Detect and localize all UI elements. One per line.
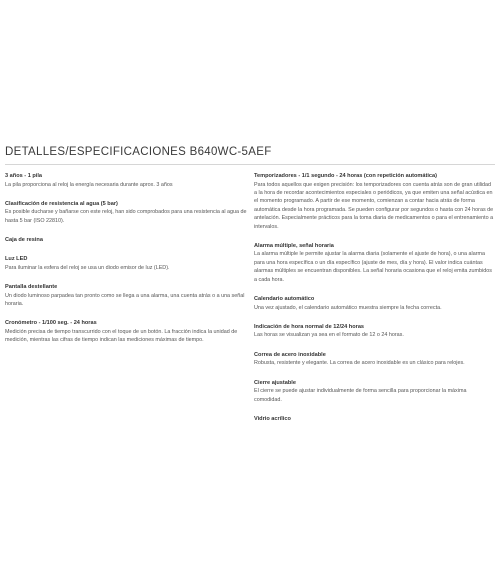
spec-description: Un diodo luminoso parpadea tan pronto como se llega a una alarma, una cuenta atrás o a una señal horaria. (5, 292, 245, 308)
spec-title: Indicación de hora normal de 12/24 horas (254, 323, 365, 330)
spec-item-steel-strap (254, 351, 495, 368)
spec-title: Caja de resina (5, 237, 43, 244)
spec-description: Para iluminar la esfera del reloj se usa un diodo emisor de luz (LED). (5, 264, 170, 271)
spec-item-led-light (5, 255, 248, 272)
spec-title: Cierre ajustable (254, 379, 296, 386)
spec-title: 3 años - 1 pila (5, 173, 42, 179)
spec-item-multi-alarm (254, 242, 495, 284)
spec-title: Cronómetro - 1/100 seg. - 24 horas (5, 320, 97, 327)
spec-title: Calendario automático (254, 296, 315, 303)
spec-item-timers (254, 172, 495, 231)
spec-item-flash-display (5, 283, 248, 308)
spec-description: El cierre se puede ajustar individualmente de forma sencilla para proporcionar la máxima comodidad. (254, 388, 467, 403)
spec-title: Correa de acero inoxidable (254, 351, 326, 358)
spec-title: Temporizadores - 1/1 segundo - 24 horas (con repetición automática) (254, 173, 437, 179)
spec-description: Una vez ajustado, el calendario automático muestra siempre la fecha correcta. (254, 304, 442, 311)
spec-description: Para todos aquellos que exigen precisión: los temporizadores con cuenta atrás son de gran utilidad a la hora de recordar acontecimientos especiales o periódicos, ya que emiten una señal acústica en el momento programado. A partir de ese momento, comienzan a contar hacia atrás de forma automática desde la hora programada. Se pueden configurar por segundos o hasta con 24 horas de antelación. Especialmente prácticos para la toma diaria de medicamentos o para el entrenamiento a intervalos. (254, 181, 494, 230)
spec-description: Las horas se visualizan ya sea en el formato de 12 o 24 horas. (254, 332, 404, 339)
spec-item-battery (5, 172, 248, 189)
spec-title: Alarma múltiple, señal horaria (254, 242, 334, 249)
spec-description: Medición precisa de tiempo transcurrido con el toque de un botón. La fracción indica la unidad de medición, mientras las cifras de tiempo indican las mediciones máximas de tiempo. (5, 328, 238, 344)
spec-title: Pantalla destellante (5, 284, 58, 291)
spec-item-stopwatch (5, 319, 248, 344)
spec-description: Es posible ducharse y bañarse con este reloj, han sido comprobados para una resistencia al agua de hasta 5 bar (ISO 22810). (5, 209, 247, 224)
spec-item-12-24-hour (254, 323, 495, 340)
spec-description: La alarma múltiple le permite ajustar la alarma diaria (solamente el ajuste de hora), o una alarma para una hora específica o un día específico (ajuste de mes, día y hora). El valor indica cuántas alarmas múltiples se encuentran disponibles. La señal horaria ocasiona que el reloj emita zumbidos a cada hora. (254, 251, 492, 283)
spec-columns (5, 172, 495, 434)
spec-item-adjustable-clasp (254, 379, 495, 404)
spec-item-auto-calendar (254, 295, 495, 312)
spec-description: La pila proporciona al reloj la energía necesaria durante aprox. 3 años (5, 181, 173, 188)
spec-title: Vidrio acrílico (254, 416, 291, 423)
spec-item-case (5, 236, 248, 244)
spec-item-acrylic-glass (254, 415, 495, 423)
spec-column-left (5, 172, 248, 434)
spec-title: Clasificación de resistencia al agua (5 bar) (5, 200, 118, 207)
spec-description: Robusta, resistente y elegante. La correa de acero inoxidable es un clásico para relojes. (254, 360, 465, 367)
spec-column-right (254, 172, 495, 434)
page-title: DETALLES/ESPECIFICACIONES B640WC-5AEF (5, 146, 495, 165)
spec-title: Luz LED (5, 256, 28, 263)
spec-item-water-resistance (5, 200, 248, 225)
